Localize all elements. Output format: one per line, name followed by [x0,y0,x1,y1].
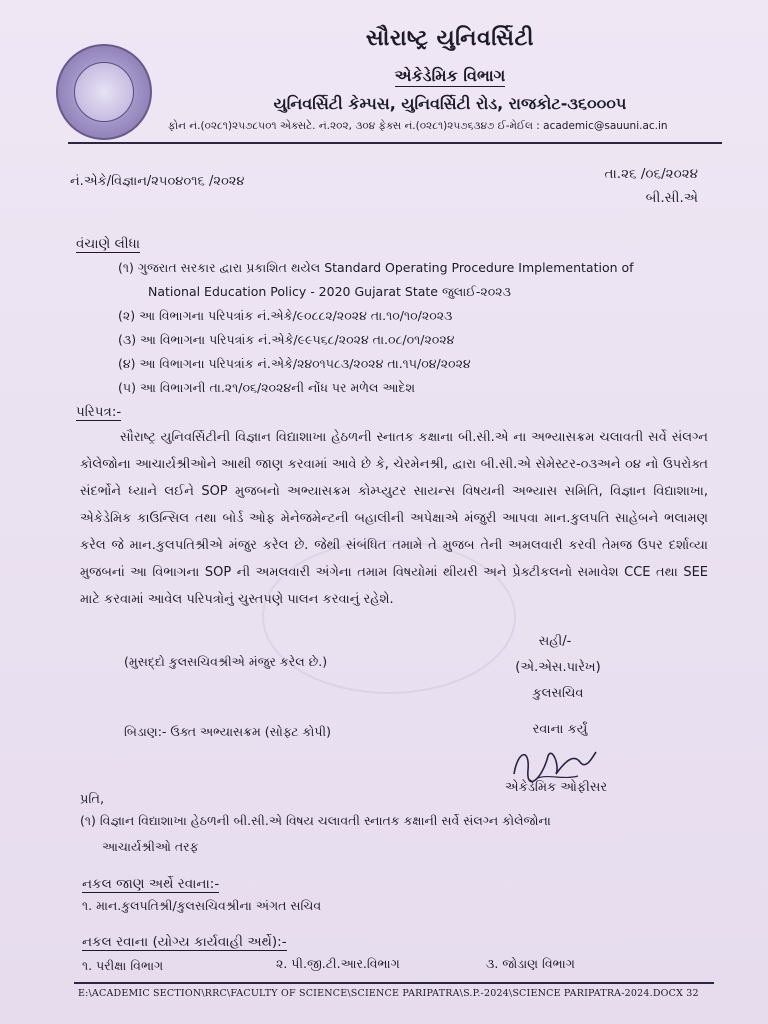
footer-divider [74,982,714,984]
read-item: (૧) ગુજરાત સરકાર દ્વારા પ્રકાશિત થયેલ Standard Operating Procedure Implementation of [118,260,634,275]
circular-label-text: પરિપત્ર:- [76,404,122,420]
read-item: (૩) આ વિભાગના પરિપત્રાંક નં.એકે/૯૯૫૬૮/૨૦૨૪ તા.૦૮/૦૧/૨૦૨૪ [118,332,455,347]
enclosure-line: બિડાણ:- ઉક્ત અભ્યાસક્રમ (સોફ્ટ કોપી) [124,724,331,739]
copy-action-item: ૧. પરીક્ષા વિભાગ [82,958,164,973]
dispatched-label: રવાના કર્યું [532,722,588,737]
letter-date: તા.૨૬ /૦૬/૨૦૨૪ [604,166,698,182]
reference-number: નં.એકે/વિજ્ઞાન/૨૫૦૪૦૧૬ /૨૦૨૪ [70,174,245,189]
recipients-label: પ્રતિ, [80,792,105,807]
university-address: યુનિવર્સિટી કેમ્પસ, યુનિવર્સિટી રોડ, રાજકોટ-૩૬૦૦૦૫ [273,94,627,113]
draft-approval-note: (મુસદ્દો કુલસચિવશ્રીએ મંજુર કરેલ છે.) [124,654,328,669]
university-seal-logo [56,44,152,140]
read-item: (૨) આ વિભાગના પરિપત્રાંક નં.એકે/૯૦૮૮૨/૨૦૨૪ તા.૧૦/૧૦/૨૦૨૩ [118,308,453,323]
read-item: (૪) આ વિભાગના પરિપત્રાંક નં.એકે/૨૪૦૧૫૮૩/૨૦૨૪ તા.૧૫/૦૪/૨૦૨૪ [118,356,471,371]
copy-action-label [82,934,287,950]
recipients-list [80,808,720,860]
copy-info-label [82,876,219,892]
university-title: સૌરાષ્ટ્ર યુનિવર્સિટી [365,26,535,51]
contact-line: ફોન નં.(૦૨૮૧)૨૫૭૮૫૦૧ એક્સટે. નં.૨૦૨, ૩૦૪ ફેક્સ નં.(૦૨૮૧)૨૫૭૬૩૪૭ ઈ-મેઈલ : academic@sauuni.ac.in [168,120,668,132]
circular-body-text: સૌરાષ્ટ્ર યુનિવર્સિટીની વિજ્ઞાન વિદ્યાશાખા હેઠળની સ્નાતક કક્ષાના બી.સી.એ ના અભ્યાસક્રમ ચલાવતી સર્વે સંલગ્ન કોલેજોના આચાર્યશ્રીઓને આથી જાણ કરવામાં આવે છે કે, ચેરમેનશ્રી, દ્વારા બી.સી.એ સેમેસ્ટર-૦૩અને ૦૪ નો ઉપરોક્ત સંદર્ભોને ધ્યાને લઈને SOP મુજબનો અભ્યાસક્રમ કોમ્પ્યુટર સાયન્સ વિષયની અભ્યાસ સમિતિ, વિજ્ઞાન વિદ્યાશાખા, એકેડેમિક કાઉન્સિલ તથા બોર્ડ ઓફ મેનેજમેન્ટની બહાલીની અપેક્ષાએ મંજુરી આપવા માન.કુલપતિ સાહેબને ભલામણ કરેલ જે માન.કુલપતિશ્રીએ મંજુર કરેલ છે. જેથી સંબંધિત તમામે તે મુજબ તેની અમલવારી કરવી તેમજ ઉપર દર્શાવ્યા મુજબનાં આ વિભાગના SOP ની અમલવારી અંગેના તમામ વિષયોમાં થીયરી અને પ્રેક્ટીકલનો સમાવેશ CCE તથા SEE માટે કરવામાં આવેલ પરિપત્રોનું ચુસ્તપણે પાલન કરવાનું રહેશે. [80,430,708,607]
read-item: (૫) આ વિભાગની તા.૨૧/૦૬/૨૦૨૪ની નોંધ પર મળેલ આદેશ [118,380,416,395]
seal-emblem [74,62,134,122]
copy-action-label-text: નકલ રવાના (યોગ્ય કાર્યવાહી અર્થે):- [82,934,287,950]
copy-action-item: ૨. પી.જી.ટી.આર.વિભાગ [276,956,400,971]
circular-label [76,404,121,420]
header-divider [68,142,722,144]
circular-body [80,424,708,613]
copy-action-item: ૩. જોડાણ વિભાગ [486,956,575,971]
recipient-item-continuation: આચાર્યશ્રીઓ તરફ [102,839,199,854]
program-code: બી.સી.એ [645,190,698,206]
academic-officer-designation: એકેડેમિક ઓફીસર [504,780,608,795]
copy-info-label-text: નકલ જાણ અર્થે રવાના:- [82,876,220,892]
read-item-continuation: National Education Policy - 2020 Gujarat State જુલાઈ-૨૦૨૩ [148,284,511,299]
footer-file-path: E:\ACADEMIC SECTION\RRC\FACULTY OF SCIENCE\SCIENCE PARIPATRA\S.P.-2024\SCIENCE PARIPATRA-2024.DOCX 32 [78,988,699,999]
copy-info-item: ૧. માન.કુલપતિશ્રી/કુલસચિવશ્રીના અંગત સચિવ [82,898,322,913]
read-section-label [76,236,140,252]
registrar-name: (એ.એસ.પારેખ) [515,660,601,675]
signature-signed: સહી/- [538,634,572,649]
read-label-text: વંચાણે લીધા [76,236,141,252]
department-name-text: એકેડેમિક વિભાગ [394,66,506,85]
department-name [150,66,750,86]
officer-signature-scribble [508,740,600,784]
read-references-list [118,256,678,400]
registrar-designation: કુલસચિવ [532,686,584,701]
recipient-item-line: (૧) વિજ્ઞાન વિદ્યાશાખા હેઠળની બી.સી.એ વિષય ચલાવતી સ્નાતક કક્ષાની સર્વે સંલગ્ન કોલેજોના [80,813,551,828]
